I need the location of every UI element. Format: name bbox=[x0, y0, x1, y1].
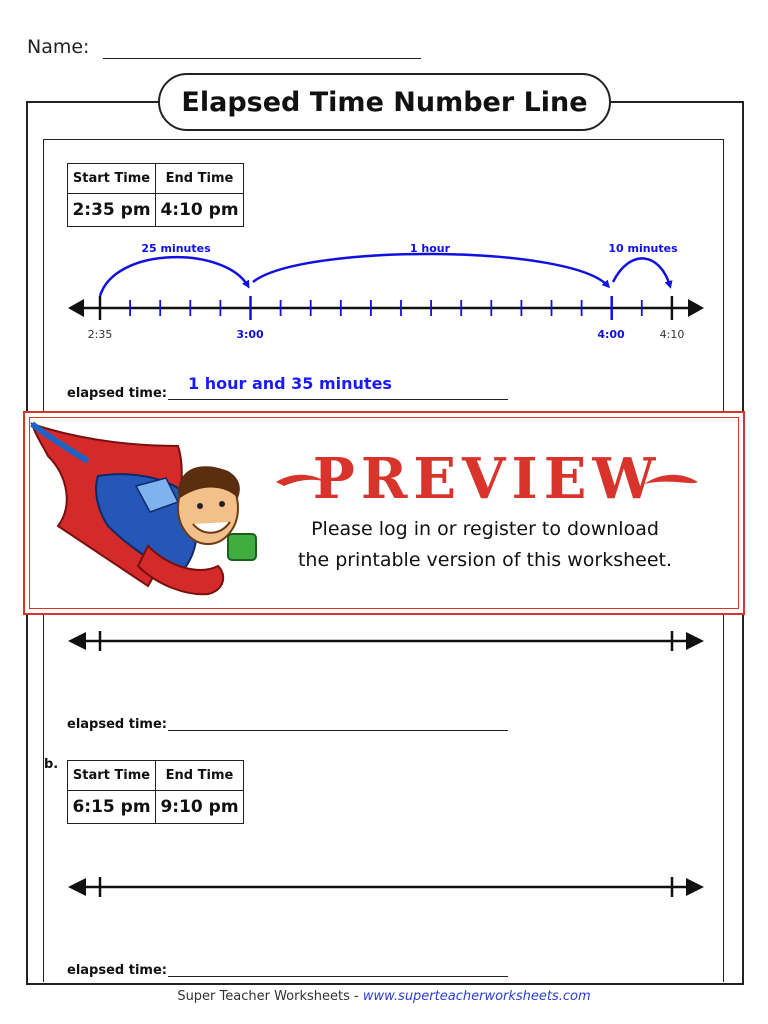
preview-message-line1: Please log in or register to download bbox=[311, 518, 659, 540]
footer-url-link[interactable]: www.superteacherworksheets.com bbox=[362, 989, 591, 1004]
problem-b-left-arrow bbox=[68, 878, 86, 896]
example-elapsed-label: elapsed time: bbox=[67, 386, 167, 401]
title-text: Elapsed Time Number Line bbox=[181, 86, 588, 118]
problem-b-elapsed-line bbox=[168, 976, 508, 977]
example-time-table bbox=[67, 163, 244, 227]
problem-a-right-arrow bbox=[686, 632, 704, 650]
jump-label-10-minutes: 10 minutes bbox=[608, 242, 678, 255]
problem-a-elapsed-label: elapsed time: bbox=[67, 717, 167, 732]
preview-heading bbox=[272, 442, 702, 512]
mascot-eye-left bbox=[197, 503, 203, 509]
jump-label-25-minutes: 25 minutes bbox=[141, 242, 211, 255]
name-label: Name: bbox=[27, 36, 90, 58]
example-number-line bbox=[60, 236, 720, 346]
footer bbox=[0, 989, 768, 1004]
problem-b-right-arrow bbox=[686, 878, 704, 896]
jump-arc-25-minutes bbox=[100, 257, 248, 296]
problem-b-time-table bbox=[67, 760, 244, 824]
problem-a-number-line bbox=[60, 626, 720, 656]
problem-b-start-header: Start Time bbox=[68, 761, 156, 791]
name-line bbox=[103, 58, 421, 59]
start-time-value: 2:35 pm bbox=[68, 194, 156, 227]
problem-b-letter: b. bbox=[44, 757, 59, 772]
example-answer: 1 hour and 35 minutes bbox=[188, 374, 392, 393]
problem-b-elapsed-label: elapsed time: bbox=[67, 963, 167, 978]
mascot-eye-right bbox=[219, 501, 225, 507]
superhero-mascot bbox=[28, 416, 268, 606]
tick-label-4-00: 4:00 bbox=[597, 328, 625, 341]
problem-a-left-arrow bbox=[68, 632, 86, 650]
jump-label-1-hour: 1 hour bbox=[409, 242, 451, 255]
end-time-header: End Time bbox=[156, 164, 244, 194]
preview-word: PREVIEW bbox=[312, 446, 662, 512]
tick-label-end: 4:10 bbox=[659, 328, 685, 341]
left-arrow-head bbox=[68, 299, 84, 317]
jump-arc-1-hour bbox=[253, 254, 608, 286]
problem-b-start-value: 6:15 pm bbox=[68, 791, 156, 824]
problem-a-elapsed-line bbox=[168, 730, 508, 731]
problem-b-end-header: End Time bbox=[156, 761, 244, 791]
tick-label-start: 2:35 bbox=[87, 328, 113, 341]
footer-text: Super Teacher Worksheets - bbox=[177, 989, 363, 1004]
start-time-header: Start Time bbox=[68, 164, 156, 194]
problem-b-number-line bbox=[60, 872, 720, 902]
worksheet-title bbox=[158, 73, 611, 131]
jump-arc-10-minutes bbox=[613, 258, 670, 286]
example-elapsed-line bbox=[168, 399, 508, 400]
tick-label-3-00: 3:00 bbox=[236, 328, 264, 341]
mascot-green-item bbox=[228, 534, 256, 560]
end-time-value: 4:10 pm bbox=[156, 194, 244, 227]
problem-b-end-value: 9:10 pm bbox=[156, 791, 244, 824]
right-arrow-head bbox=[688, 299, 704, 317]
preview-message-line2: the printable version of this worksheet. bbox=[297, 549, 673, 571]
